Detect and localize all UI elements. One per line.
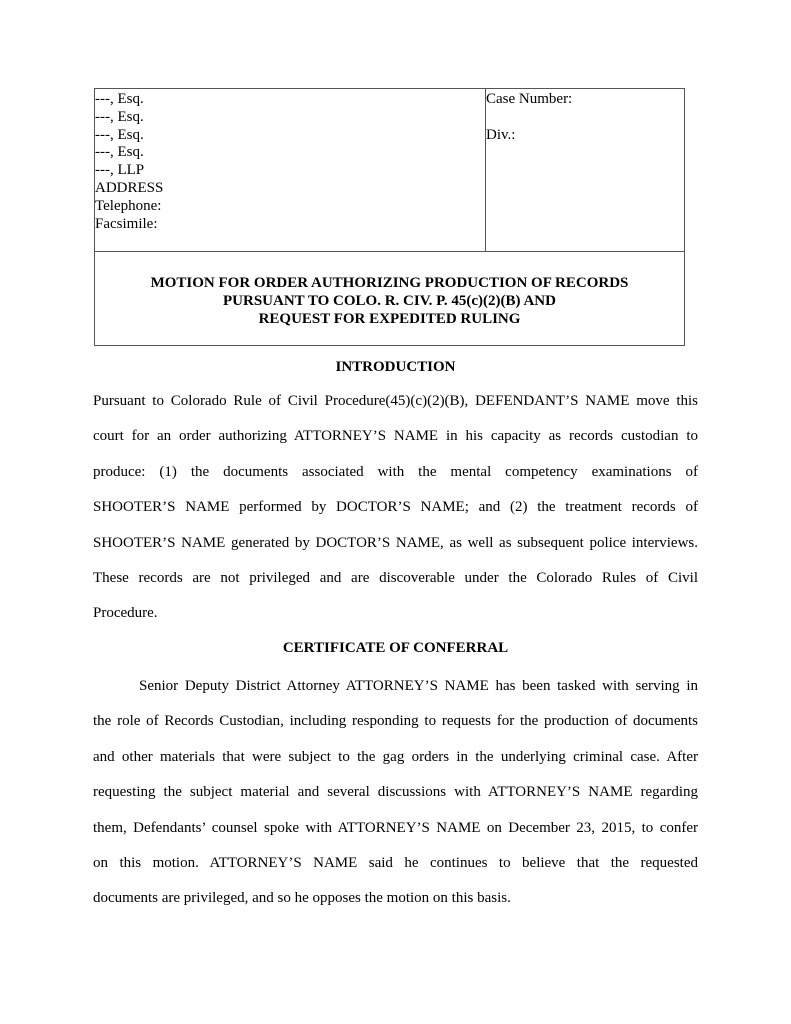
division-label: Div.: [486,126,516,143]
firm-line: ---, LLP [95,162,145,179]
case-number-label: Case Number: [486,91,573,107]
facsimile-line: Facsimile: [95,215,158,232]
motion-title-line: MOTION FOR ORDER AUTHORIZING PRODUCTION OF RECORDS [150,274,629,291]
paragraph-line: court for an order authorizing ATTORNEY’S NAME in his capacity as records custodian to [93,428,698,445]
paragraph-line: the role of Records Custodian, including responding to requests for the production of documents [93,713,698,730]
paragraph-line: Senior Deputy District Attorney ATTORNEY’S NAME has been tasked with serving in [139,678,698,694]
conferral-heading: CERTIFICATE OF CONFERRAL [282,640,509,656]
attorney-line: ---, Esq. [95,144,144,161]
case-caption-table [94,88,685,346]
motion-title-line: PURSUANT TO COLO. R. CIV. P. 45(c)(2)(B) AND [223,292,556,309]
paragraph-line: and other materials that were subject to the gag orders in the underlying criminal case. After [93,748,698,765]
conferral-paragraph [93,669,698,917]
attorney-line: ---, Esq. [95,126,144,143]
introduction-paragraph [93,384,698,632]
motion-title-line: REQUEST FOR EXPEDITED RULING [258,310,521,327]
paragraph-line: Pursuant to Colorado Rule of Civil Procedure(45)(c)(2)(B), DEFENDANT’S NAME move this [93,393,698,409]
attorney-line: ---, Esq. [95,108,144,125]
paragraph-line: SHOOTER’S NAME generated by DOCTOR’S NAME, as well as subsequent police interviews. [93,534,698,551]
motion-title-cell [95,252,685,346]
paragraph-line: requesting the subject material and several discussions with ATTORNEY’S NAME regarding [93,784,698,801]
address-line: ADDRESS [95,179,164,196]
attorney-info-cell [95,89,486,252]
case-info-cell [486,89,685,252]
paragraph-line: them, Defendants’ counsel spoke with ATTORNEY’S NAME on December 23, 2015, to confer [93,819,698,836]
paragraph-line: These records are not privileged and are discoverable under the Colorado Rules of Civil [93,570,698,587]
introduction-heading: INTRODUCTION [335,359,456,375]
paragraph-line: documents are privileged, and so he opposes the motion on this basis. [93,890,511,907]
telephone-line: Telephone: [95,197,162,214]
paragraph-line: SHOOTER’S NAME performed by DOCTOR’S NAME; and (2) the treatment records of [93,499,698,516]
paragraph-line: Procedure. [93,605,158,622]
paragraph-line: produce: (1) the documents associated with the mental competency examinations of [93,463,698,480]
attorney-line: ---, Esq. [95,91,144,107]
paragraph-line: on this motion. ATTORNEY’S NAME said he continues to believe that the requested [93,855,698,872]
